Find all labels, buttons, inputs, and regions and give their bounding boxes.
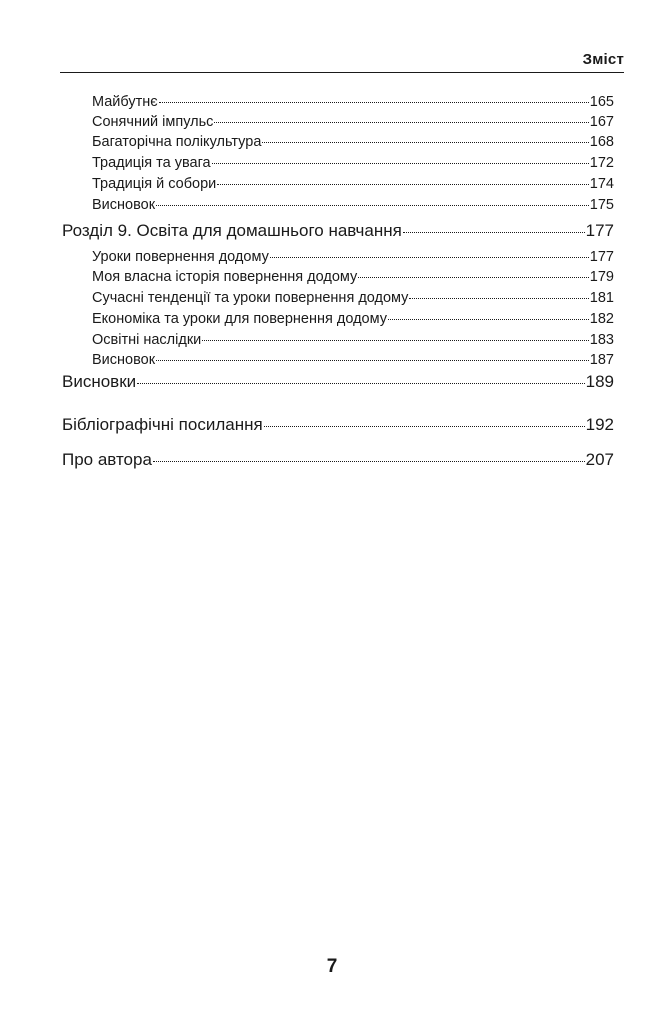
dot-leader xyxy=(137,383,584,384)
dot-leader xyxy=(202,340,589,341)
toc-entry xyxy=(92,269,614,289)
toc-entry-page: 175 xyxy=(589,197,614,213)
toc-entry-label: Висновок xyxy=(92,352,156,368)
toc-entry xyxy=(92,249,614,269)
toc-chapter-entry xyxy=(62,415,614,439)
dot-leader xyxy=(153,461,585,462)
dot-leader xyxy=(214,122,588,123)
toc-entry-label: Уроки повернення додому xyxy=(92,249,269,265)
toc-entry-page: 165 xyxy=(589,94,614,110)
toc-entry-label: Сонячний імпульс xyxy=(92,114,214,130)
toc-chapter-entry xyxy=(62,221,614,245)
page-number: 7 xyxy=(326,956,338,977)
dot-leader xyxy=(358,277,589,278)
toc-entry xyxy=(92,197,614,217)
toc-entry-page: 167 xyxy=(589,114,614,130)
toc-entry-page: 179 xyxy=(589,269,614,285)
toc-entry-label: Традиція та увага xyxy=(92,155,211,171)
dot-leader xyxy=(156,360,589,361)
dot-leader xyxy=(212,163,589,164)
toc-entry-page: 187 xyxy=(589,352,614,368)
toc-entry xyxy=(92,290,614,310)
dot-leader xyxy=(159,102,589,103)
toc-entry-label: Сучасні тенденції та уроки повернення додому xyxy=(92,290,409,306)
toc-chapter-label: Висновки xyxy=(62,372,137,391)
toc-entry-page: 177 xyxy=(589,249,614,265)
dot-leader xyxy=(217,184,589,185)
toc-chapter-page: 207 xyxy=(585,450,614,469)
toc-entry-label: Моя власна історія повернення додому xyxy=(92,269,358,285)
toc-entry-label: Освітні наслідки xyxy=(92,332,202,348)
toc-entry xyxy=(92,352,614,372)
toc-entry xyxy=(92,114,614,134)
dot-leader xyxy=(264,426,585,427)
dot-leader xyxy=(262,142,588,143)
toc-chapter-page: 177 xyxy=(585,221,614,240)
page-header-title: Зміст xyxy=(582,51,624,68)
toc-entry xyxy=(92,134,614,154)
toc-chapter-page: 192 xyxy=(585,415,614,434)
header-rule xyxy=(60,72,624,73)
dot-leader xyxy=(156,205,589,206)
toc-entry-label: Економіка та уроки для повернення додому xyxy=(92,311,387,327)
toc-entry xyxy=(92,155,614,175)
toc-chapter-page: 189 xyxy=(585,372,614,391)
toc-entry-page: 174 xyxy=(589,176,614,192)
toc-entry xyxy=(92,94,614,114)
toc-entry xyxy=(92,311,614,331)
toc-chapter-label: Розділ 9. Освіта для домашнього навчання xyxy=(62,221,402,240)
toc-chapter-label: Бібліографічні посилання xyxy=(62,415,263,434)
toc-entry-label: Традиція й собори xyxy=(92,176,217,192)
dot-leader xyxy=(403,232,585,233)
toc-entry-page: 168 xyxy=(589,134,614,150)
dot-leader xyxy=(270,257,589,258)
toc-entry-label: Багаторічна полікультура xyxy=(92,134,262,150)
dot-leader xyxy=(409,298,588,299)
toc-entry-page: 181 xyxy=(589,290,614,306)
toc-chapter-label: Про автора xyxy=(62,450,152,469)
toc-entry-page: 183 xyxy=(589,332,614,348)
toc-entry-page: 172 xyxy=(589,155,614,171)
toc-entry-label: Висновок xyxy=(92,197,156,213)
toc-entry-label: Майбутнє xyxy=(92,94,158,110)
toc-chapter-entry xyxy=(62,372,614,396)
toc-entry xyxy=(92,176,614,196)
toc-chapter-entry xyxy=(62,450,614,474)
toc-entry-page: 182 xyxy=(589,311,614,327)
dot-leader xyxy=(388,319,589,320)
toc-entry xyxy=(92,332,614,352)
